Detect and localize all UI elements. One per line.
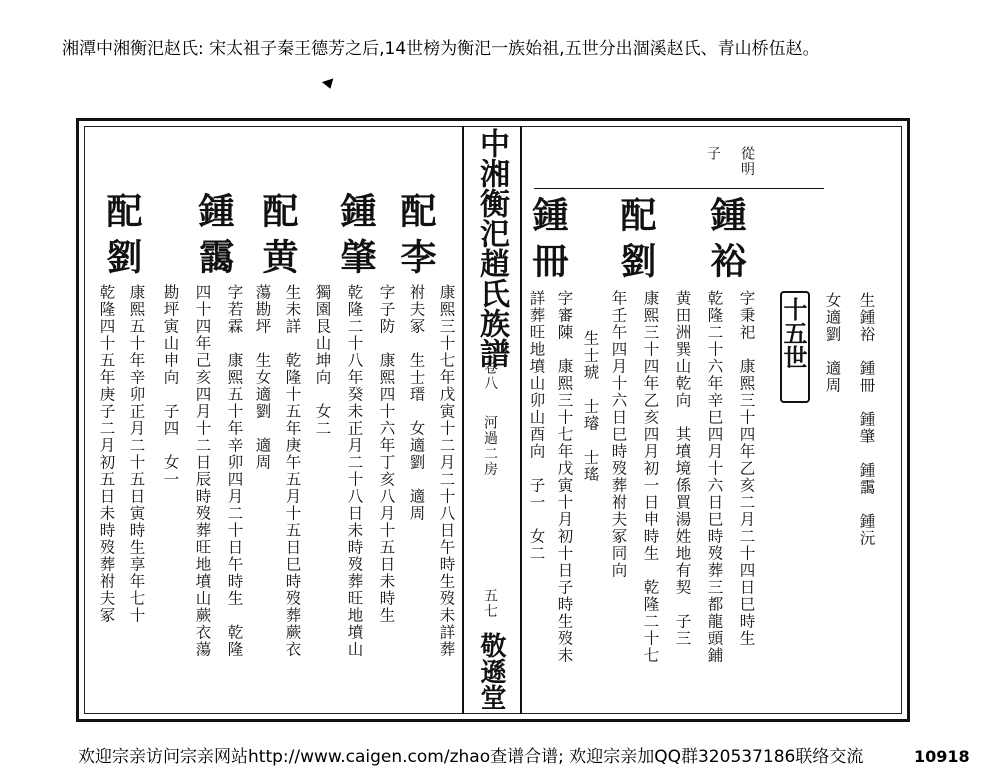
top-line-2: 子 — [705, 146, 721, 162]
page-caption: 湘潭中湘衡汜赵氏: 宋太祖子秦王德芳之后,14世榜为衡汜一族始祖,五世分出涸溪赵氏、青山桥伍赵。 — [62, 39, 820, 59]
entry-name: 鍾肇 — [335, 192, 377, 284]
entry-line: 乾隆四十五年庚子二月初五日未時歿葬祔夫冢 — [97, 284, 116, 624]
top-line-1: 從明 — [739, 146, 755, 177]
entry-name: 鍾冊 — [527, 196, 569, 288]
entry-line: 生士琥 士璿 士瑤 — [581, 330, 600, 483]
entry-line: 字子防 康熙四十六年丁亥八月十五日未時生 — [377, 284, 396, 624]
branch-label: 河過二房 — [482, 415, 498, 477]
entry-line: 勘坪寅山申向 子四 女一 — [161, 284, 180, 488]
volume-label: 卷八 — [482, 360, 498, 391]
entry-name: 配黄 — [257, 192, 299, 284]
entry-line: 字審陳 康熙三十七年戊寅十月初十日子時生歿未 — [555, 290, 574, 664]
page-label: 五七 — [482, 588, 498, 619]
entry-line: 康熙三十四年乙亥四月初一日申時生 乾隆二十七 — [641, 290, 660, 664]
entry-line: 康熙五十年辛卯正月二十五日寅時生享年七十 — [127, 284, 146, 624]
book-title: 中湘衡汜趙氏族譜 — [474, 128, 509, 368]
daughters-list: 女適劉 適周 — [823, 292, 842, 394]
generation-label: 十五世 — [779, 297, 808, 369]
entry-line: 年壬午四月十六日巳時歿葬祔夫冢同向 — [609, 290, 628, 579]
entry-line: 蕩勘坪 生女適劉 適周 — [253, 284, 272, 471]
entry-line: 字若霖 康熙五十年辛卯四月二十日午時生 乾隆 — [225, 284, 244, 658]
entry-line: 字秉祀 康熙三十四年乙亥二月二十四日巳時生 — [737, 290, 756, 647]
entry-line: 詳葬旺地墳山卯山酉向 子一 女二 — [527, 290, 546, 562]
arrow-marker-icon — [322, 78, 336, 90]
entry-name: 配李 — [395, 192, 437, 284]
hall-name: 敬遜堂 — [476, 632, 506, 710]
entry-line: 祔夫冢 生士瑨 女適劉 適周 — [407, 284, 426, 522]
entry-line: 康熙三十七年戊寅十二月二十八日午時生歿未詳葬 — [437, 284, 456, 658]
entry-line: 乾隆二十八年癸未正月二十八日未時歿葬旺地墳山 — [345, 284, 364, 658]
entry-line: 四十四年己亥四月十二日辰時歿葬旺地墳山蕨衣蕩 — [193, 284, 212, 658]
entry-name: 鍾裕 — [705, 196, 747, 288]
entry-name: 鍾靄 — [193, 192, 235, 284]
entry-line: 生未詳 乾隆十五年庚午五月十五日巳時歿葬蕨衣 — [283, 284, 302, 658]
children-list: 生鍾裕 鍾冊 鍾肇 鍾靄 鍾沅 — [857, 292, 876, 547]
divider-line — [534, 188, 824, 189]
footer-text: 欢迎宗亲访问宗亲网站http://www.caigen.com/zhao查谱合谱; 欢迎宗亲加QQ群320537186联络交流 — [78, 747, 864, 767]
entry-line: 黄田洲巽山乾向 其墳境係買湯姓地有契 子三 — [673, 290, 692, 647]
entry-name: 配劉 — [615, 196, 657, 288]
entry-line: 獨園艮山坤向 女二 — [313, 284, 332, 437]
entry-line: 乾隆二十六年辛巳四月十六日巳時歿葬三都龍頭鋪 — [705, 290, 724, 664]
entry-name: 配劉 — [101, 192, 143, 284]
page-number: 10918 — [914, 747, 970, 766]
